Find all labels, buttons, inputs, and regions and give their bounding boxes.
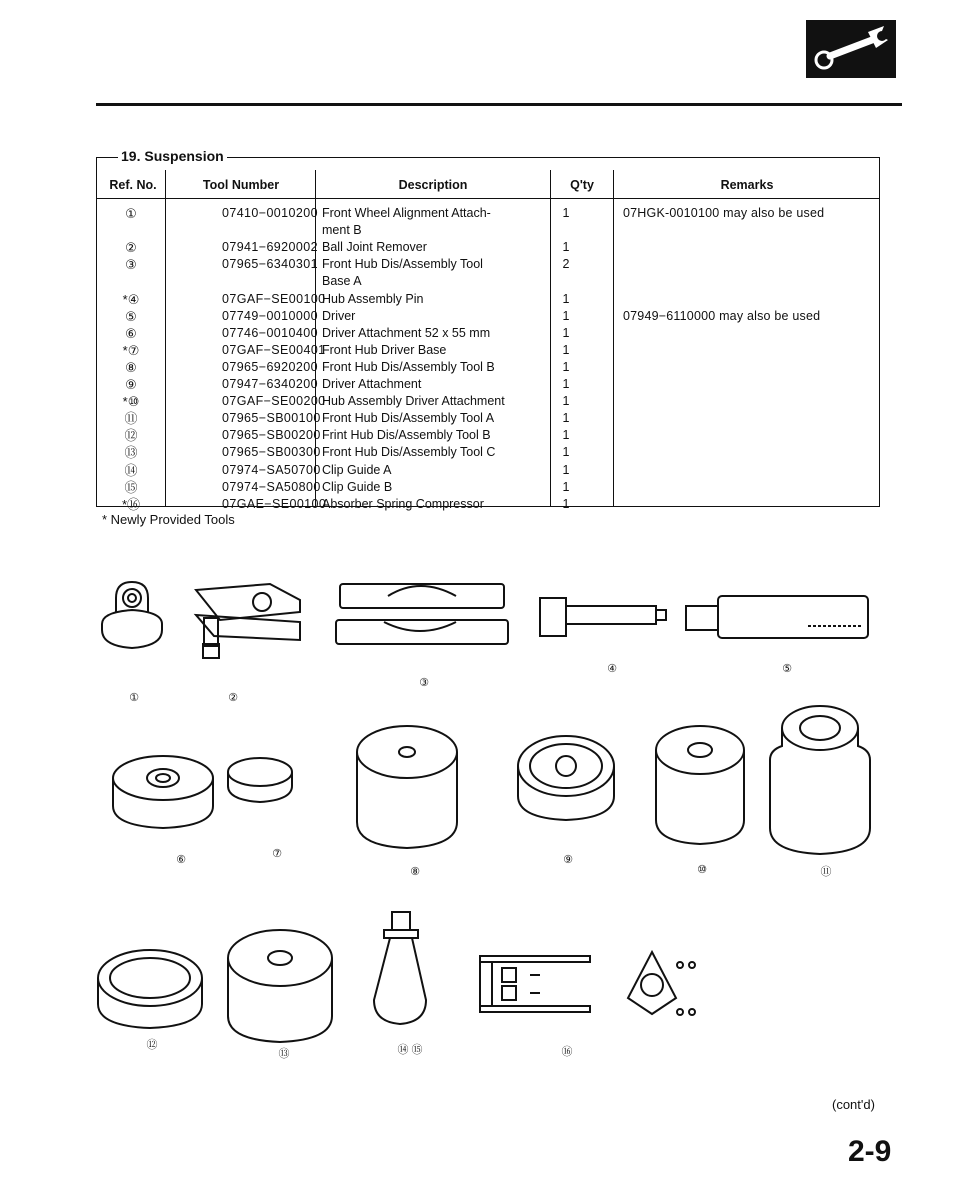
qty-cell: 1 <box>562 394 570 409</box>
footnote: * Newly Provided Tools <box>102 512 235 527</box>
figure-label-3: ③ <box>419 677 429 689</box>
figure-label-5: ⑤ <box>782 663 792 675</box>
qty-cell: 1 <box>562 428 570 443</box>
tool-number-cell: 07974−SA50700 <box>222 462 321 477</box>
ref-cell: ⑨ <box>125 377 137 392</box>
tool-9-drawing <box>518 736 614 820</box>
description-cell: Clip Guide B <box>322 479 393 494</box>
description-cell: Hub Assembly Driver Attachment <box>322 394 505 409</box>
tool-number-cell: 07947−6340200 <box>222 377 318 391</box>
description-cell: Front Hub Dis/Assembly Tool C <box>322 445 496 460</box>
remarks-cell: 07949−6110000 may also be used <box>623 308 821 323</box>
tool-number-cell: 07965−6340301 <box>222 257 318 272</box>
figure-label-9: ⑨ <box>563 854 573 866</box>
tool-number-cell: 07749−0010000 <box>222 308 318 323</box>
tool-number-cell: 07965−6920200 <box>222 359 318 374</box>
qty-cell: 1 <box>562 240 570 255</box>
continued-note: (cont'd) <box>832 1097 875 1112</box>
description-cell: Base A <box>322 274 362 289</box>
col-header-remarks: Remarks <box>720 178 774 192</box>
col-header-ref: Ref. No. <box>109 178 157 192</box>
tool-11-drawing <box>770 706 870 854</box>
tool-number-cell: 07GAF−SE00200 <box>222 394 326 409</box>
tool-14-15-drawing <box>374 912 426 1024</box>
figure-label-6: ⑥ <box>176 854 186 866</box>
tool-12-drawing <box>98 950 202 1028</box>
description-cell: Driver Attachment 52 x 55 mm <box>322 325 491 340</box>
description-cell: Front Wheel Alignment Attach- <box>322 206 491 220</box>
ref-cell: *⑦ <box>122 342 140 358</box>
figure-label-11: ⑪ <box>820 866 832 878</box>
qty-cell: 1 <box>562 291 570 306</box>
tool-number-cell: 07410−0010200 <box>222 206 318 220</box>
ref-cell: ⑫ <box>124 428 138 444</box>
description-cell: Front Hub Driver Base <box>322 342 447 357</box>
tool-10-drawing <box>656 726 744 844</box>
ref-cell: ① <box>125 206 137 221</box>
tool-number-cell: 07965−SB00200 <box>222 428 321 443</box>
tool-6-drawing <box>113 756 213 828</box>
tool-number-cell: 07746−0010400 <box>222 325 318 340</box>
tool-1-drawing <box>102 582 162 648</box>
qty-cell: 1 <box>562 445 570 460</box>
ref-cell: ⑪ <box>124 411 138 427</box>
qty-cell: 1 <box>562 342 570 357</box>
ref-cell: ⑧ <box>125 359 137 375</box>
tool-number-cell: 07GAE−SE00100 <box>222 496 327 511</box>
qty-cell: 1 <box>562 359 570 374</box>
ref-cell: *④ <box>122 291 140 307</box>
col-header-description: Description <box>398 178 468 192</box>
description-cell: Frint Hub Dis/Assembly Tool B <box>322 428 491 443</box>
qty-cell: 1 <box>562 308 570 323</box>
qty-cell: 1 <box>562 206 570 220</box>
figure-label-4: ④ <box>607 663 617 675</box>
figure-label-1: ① <box>129 692 139 704</box>
tool-number-cell: 07965−SB00300 <box>222 445 321 460</box>
ref-cell: ⑥ <box>125 325 137 341</box>
tool-2-drawing <box>196 584 300 658</box>
tool-number-cell: 07GAF−SE00401 <box>222 342 326 357</box>
tool-4-drawing <box>540 598 666 636</box>
page-number: 2-9 <box>848 1135 892 1168</box>
figure-label-13: ⑬ <box>278 1048 290 1060</box>
description-cell: Driver Attachment <box>322 377 422 391</box>
qty-cell: 1 <box>562 411 570 426</box>
description-cell: Ball Joint Remover <box>322 240 427 255</box>
qty-cell: 1 <box>562 325 570 340</box>
ref-cell: ③ <box>125 257 137 273</box>
figure-label-12: ⑫ <box>146 1039 158 1051</box>
description-cell: Front Hub Dis/Assembly Tool A <box>322 411 495 426</box>
qty-cell: 2 <box>562 257 570 272</box>
col-header-tool: Tool Number <box>202 178 280 192</box>
figure-label-7: ⑦ <box>272 848 282 860</box>
tool-3-drawing <box>336 584 508 644</box>
description-cell: Absorber Spring Compressor <box>322 496 484 511</box>
col-header-qty: Q'ty <box>570 178 594 192</box>
figure-label-14-15: ⑭ ⑮ <box>397 1044 423 1056</box>
tool-7-drawing <box>228 758 292 802</box>
qty-cell: 1 <box>562 496 570 511</box>
ref-cell: ⑤ <box>125 308 137 324</box>
ref-cell: *⑩ <box>122 394 140 410</box>
figure-label-10: ⑩ <box>697 864 707 876</box>
description-cell: ment B <box>322 223 362 238</box>
tool-8-drawing <box>357 726 457 848</box>
description-cell: Hub Assembly Pin <box>322 291 424 306</box>
figure-label-16: ⑯ <box>561 1046 573 1058</box>
qty-cell: 1 <box>562 479 570 494</box>
figure-label-8: ⑧ <box>410 866 420 878</box>
description-cell: Front Hub Dis/Assembly Tool <box>322 257 483 272</box>
ref-cell: ⑭ <box>124 462 138 478</box>
tool-number-cell: 07974−SA50800 <box>222 479 321 494</box>
ref-cell: ② <box>125 240 137 256</box>
ref-cell: ⑮ <box>124 479 138 495</box>
qty-cell: 1 <box>562 377 570 391</box>
remarks-cell: 07HGK-0010100 may also be used <box>623 206 825 220</box>
qty-cell: 1 <box>562 462 570 477</box>
description-cell: Driver <box>322 308 356 323</box>
description-cell: Front Hub Dis/Assembly Tool B <box>322 359 495 374</box>
section-title: 19. Suspension <box>118 148 227 164</box>
tool-number-cell: 07941−6920002 <box>222 240 318 255</box>
tool-number-cell: 07965−SB00100 <box>222 411 321 426</box>
tool-13-drawing <box>228 930 332 1042</box>
figure-label-2: ② <box>228 692 238 704</box>
tool-number-cell: 07GAF−SE00100 <box>222 291 326 306</box>
tool-16-drawing <box>480 952 695 1015</box>
tool-5-drawing <box>686 596 868 638</box>
ref-cell: *⑯ <box>121 496 141 512</box>
description-cell: Clip Guide A <box>322 462 392 477</box>
ref-cell: ⑬ <box>124 445 138 461</box>
